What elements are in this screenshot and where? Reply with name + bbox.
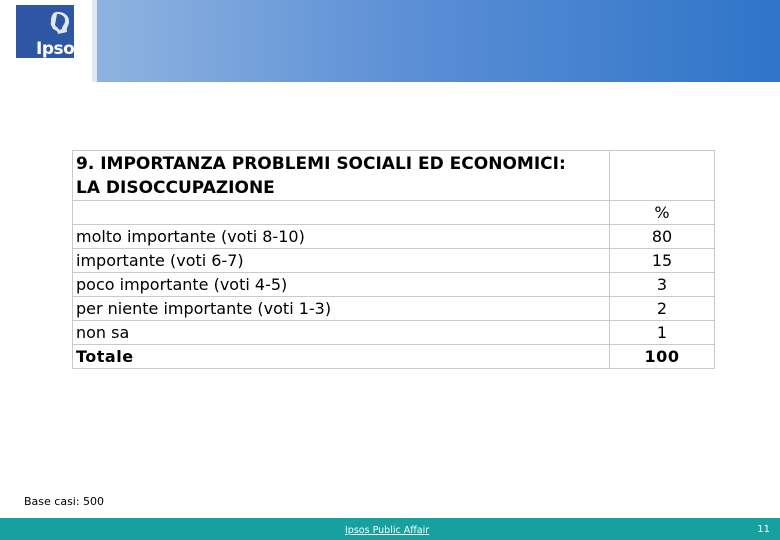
table-title-row xyxy=(73,151,715,201)
table-title-empty-cell xyxy=(610,151,715,201)
row-value: 15 xyxy=(610,249,715,273)
percent-header: % xyxy=(610,201,715,225)
row-label: poco importante (voti 4-5) xyxy=(73,273,610,297)
row-value: 3 xyxy=(610,273,715,297)
header-empty-cell xyxy=(73,201,610,225)
header-banner xyxy=(97,0,780,82)
row-value: 2 xyxy=(610,297,715,321)
table-title xyxy=(73,151,610,201)
table-row xyxy=(73,321,715,345)
page-number: 11 xyxy=(757,524,770,535)
table-row xyxy=(73,225,715,249)
table-row xyxy=(73,249,715,273)
logo-area xyxy=(0,0,92,82)
head-silhouette-icon xyxy=(44,11,74,35)
row-label: molto importante (voti 8-10) xyxy=(73,225,610,249)
total-value: 100 xyxy=(610,345,715,369)
table-title-line2: LA DISOCCUPAZIONE xyxy=(76,178,275,198)
row-value: 1 xyxy=(610,321,715,345)
row-label: non sa xyxy=(73,321,610,345)
logo-text: Ipsos xyxy=(36,39,84,59)
footer-link[interactable]: Ipsos Public Affair xyxy=(345,525,430,536)
row-label: per niente importante (voti 1-3) xyxy=(73,297,610,321)
ipsos-logo xyxy=(16,5,84,59)
survey-table xyxy=(72,150,715,369)
total-label: Totale xyxy=(73,345,610,369)
table-header-row xyxy=(73,201,715,225)
row-value: 80 xyxy=(610,225,715,249)
table-row xyxy=(73,273,715,297)
table-row xyxy=(73,297,715,321)
base-note: Base casi: 500 xyxy=(24,495,105,508)
table-title-line1: 9. IMPORTANZA PROBLEMI SOCIALI ED ECONOMICI: xyxy=(76,154,566,174)
row-label: importante (voti 6-7) xyxy=(73,249,610,273)
table-total-row xyxy=(73,345,715,369)
